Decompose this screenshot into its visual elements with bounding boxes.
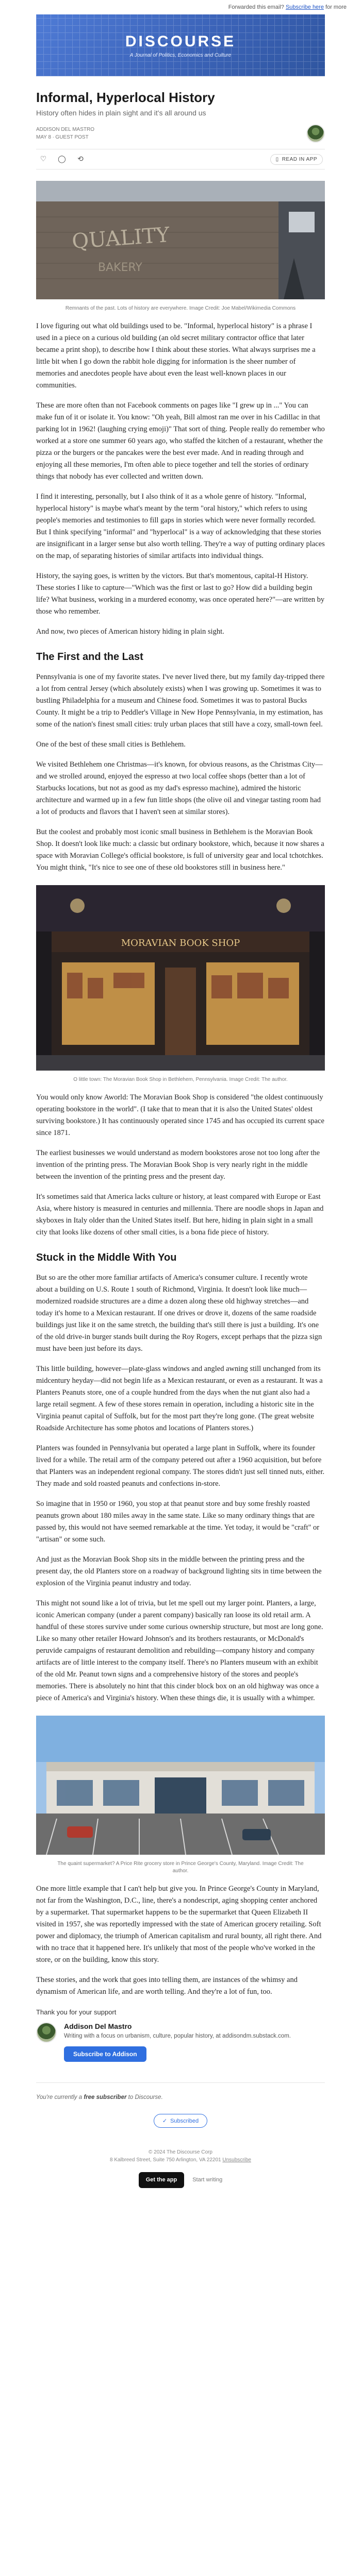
read-in-app-button[interactable]: ▯ READ IN APP <box>270 154 323 165</box>
paragraph: And now, two pieces of American history hiding in plain sight. <box>36 628 224 636</box>
figure-supermarket <box>36 1716 325 1875</box>
paragraph: The earliest businesses we would understand as modern bookstores arose not too long after the invention of the printing press. The Moravian Book Shop is very nearly right in the middle between the invention of the printing press and the present day. <box>36 1149 320 1181</box>
paragraph: You would only know Aworld: The Moravian Book Shop is considered "the oldest continuously operating bookstore in the world". (I take that to mean that it is also the United States' oldest surviving bookstore.) It has continuously operated since 1745 and has occupied its current space since 1871. <box>36 1093 324 1137</box>
heart-icon[interactable]: ♡ <box>40 155 47 163</box>
figure-caption: The quaint supermarket? A Price Rite grocery store in Prince George's County, Maryland. Image Credit: The author. <box>57 1861 304 1874</box>
subscribe-here-link[interactable]: Subscribe here <box>285 4 324 10</box>
svg-text:BAKERY: BAKERY <box>98 261 142 274</box>
author-card <box>36 2022 325 2062</box>
figure-quality-sign <box>36 181 325 312</box>
photo-book-shop[interactable] <box>36 885 325 1073</box>
publication-name: DISCOURSE <box>125 33 236 50</box>
paragraph: History, the saying goes, is written by the victors. But that's momentous, capital-H History. These stories I like to capture—"Which was the first or last to go? How did a building begin life? What business, working in a murdered economy, was once operated here?"—are written by those who remember. <box>36 572 325 616</box>
email-footer: © 2024 The Discourse Corp 8 Kalbreed Street, Suite 750 Arlington, VA 22201 Unsubscribe Get the app Start writing <box>36 2148 325 2188</box>
start-writing-link[interactable]: Start writing <box>192 2177 223 2183</box>
paragraph: Planters was founded in Pennsylvania but operated a large plant in Suffolk, where its founder lived for a while. The retail arm of the company petered out after a 1960 acquisition, but before that Planters was an independent regional company. The stores didn't just sell tinned nuts, either. They made and sold roasted peanuts and confections in-store. <box>36 1444 325 1488</box>
paragraph: This might not sound like a lot of trivia, but let me spell out my larger point. Planters, a large, iconic American company (under a parent company) basically ran loose its old retail arm. A handful of these stores survive under some curious ownership structure, but most are long gone. Like so many other retailer Howard Johnson's and its brothers restaurants, or McDonald's peruvide campaigns of restaurant demolition and rebuilding—company history and company artifacts are of little interest to the company itself. There's no Planters museum with an exhibit of the old Mr. Peanut town signs and a comprehensive history of the stores and people's memories. There is absolutely no hint that this cinder block box on an old highway was once a piece of America's and Virginia's history. When these things die, it is usually with a whimper. <box>36 1599 323 1702</box>
photo-old-sign[interactable] <box>36 181 325 302</box>
author-card-bio: Writing with a focus on urbanism, culture, popular history, at addisondm.substack.com. <box>64 2033 291 2039</box>
author-card-name[interactable]: Addison Del Mastro <box>64 2022 132 2030</box>
svg-text:MORAVIAN BOOK SHOP: MORAVIAN BOOK SHOP <box>121 938 240 948</box>
subscription-note: You're currently a free subscriber to Discourse. <box>36 2094 163 2100</box>
paragraph: Pennsylvania is one of my favorite states. I've never lived there, but my family day-tripped there a lot from central Jersey (which absolutely exists) when I was growing up. Sometimes it was to bustling Philadelphia for a museum and Chinese food. Sometimes it was to pastoral Bucks County. It might be a trip to Peddler's Village in New Hope Pennsylvania, in my estimation, has some of the nation's finest small cities: truly urban places that still have a cozy, small-town feel. <box>36 673 325 728</box>
author-card-avatar[interactable] <box>36 2022 57 2043</box>
article-title[interactable]: Informal, Hyperlocal History <box>36 90 215 105</box>
thanks-text: Thank you for your support <box>36 2008 117 2016</box>
paragraph: But the coolest and probably most iconic small business in Bethlehem is the Moravian Book Shop. It doesn't look like much: a classic but ordinary bookstore, which, because it now shares a space with Moravian College's official bookstore, is full of university gear and local tchotchkes. You might think, "It's nice to see one of these old bookstores still in business here." <box>36 828 324 872</box>
section-heading: Stuck in the Middle With You <box>36 1252 177 1263</box>
paragraph: This little building, however—plate-glass windows and angled awning still unchanged from its midcentury heyday—did not begin life as a Mexican restaurant, or even as a restaurant. It was a Planters Peanuts store, one of a couple hundred from the days when the nut giant also had a large retail segment. A few of these stores remain in operation, including a historic site in the Virginia peanut capital of Suffolk, but for the most part they're long gone. (The great website Roadside Architecture has some photos and locations of Planters stores.) <box>36 1365 323 1432</box>
byline: ADDISON DEL MASTRO MAY 8 ∙ GUEST POST <box>36 124 325 143</box>
forward-notice: Forwarded this email? Subscribe here for more <box>228 4 347 10</box>
restack-icon[interactable]: ⟲ <box>77 155 84 163</box>
paragraph: I find it interesting, personally, but I also think of it as a whole genre of history. "Informal, hyperlocal history" is maybe what's meant by the term "oral history," which refers to using people's memories and testimonies to fill gaps in stories which were never formally recorded. But I think specifying "informal" and "hyperlocal" is a way of acknowledging that these stories are insignificant in a larger sense but also worth telling. They're a way of putting ordinary places on the map, of separating histories of similar artifacts into individual things. <box>36 493 325 560</box>
comment-icon[interactable]: ◯ <box>58 155 66 163</box>
divider <box>36 2082 325 2083</box>
post-date: MAY 8 <box>36 134 52 140</box>
paragraph: These are more often than not Facebook comments on pages like "I grew up in ..." You can make fun of it or isolate it. You know: "Oh yeah, Bill almost ran me over in his Cadillac in that parking lot in 1962! (laughing crying emoji)" That sort of thing. People really do remember who worked at a store one summer 60 years ago, who staffed the kitchen of a restaurant, whether the pizza or the burgers or the pancakes were the best ever made. And in reading through and enjoying all these memories, I'm often able to piece together and tell the stories of ordinary things that nobody has ever collected and written down. <box>36 401 325 481</box>
paragraph: So imagine that in 1950 or 1960, you stop at that peanut store and buy some freshly roasted peanuts grown about 180 miles away in the same state. Like so many ordinary things that are passed by, this would not have seemed remarkable at the time. Yet today, it would be "craft" or "artisan" or some such. <box>36 1500 320 1544</box>
paragraph: And just as the Moravian Book Shop sits in the middle between the printing press and the present day, the old Planters store on a roadway of background lighting sits in time between the explosion of the Virginia peanut industry and today. <box>36 1555 322 1587</box>
unsubscribe-link[interactable]: Unsubscribe <box>222 2157 251 2163</box>
article-subtitle: History often hides in plain sight and it's all around us <box>36 109 206 117</box>
author-avatar[interactable] <box>306 124 325 143</box>
figure-caption: Remnants of the past. Lots of history are everywhere. Image Credit: Joe Mabel/Wikimedia Commons <box>65 306 296 311</box>
photo-supermarket[interactable] <box>36 1716 325 1857</box>
paragraph: These stories, and the work that goes into telling them, are instances of the whimsy and dynamism of American life, and are worth telling. And they're a lot of fun, too. <box>36 1976 298 1996</box>
paragraph: One of the best of these small cities is Bethlehem. <box>36 740 186 749</box>
paragraph: We visited Bethlehem one Christmas—it's known, for obvious reasons, as the Christmas City—and we strolled around, enjoyed the espresso at two local coffee shops (better than a lot of Starbucks locations, but not as good as my dad's espresso machine), admired the historic architecture and warmed up in a few fun little shops (the olive oil and vinegar tasting room had a lot of products and flavors that I haven't seen at similar stores). <box>36 760 323 816</box>
paragraph: One more little example that I can't help but give you. In Prince George's County in Maryland, not far from the Washington, D.C., line, there's a nondescript, aging shopping center anchored by a supermarket. That supermarket happens to be the supermarket that Queen Elizabeth II visited in 1957, she was reportedly impressed with the state of American grocery retailing. Soft power and diplomacy, the triumph of American capitalism and rural bounty, all right there. And with no trace that it happened here. It's unlikely that most of the people who've worked in the store, or on the building, know this story. <box>36 1885 322 1964</box>
section-heading: The First and the Last <box>36 651 143 663</box>
figure-moravian-book-shop <box>36 885 325 1083</box>
get-the-app-button[interactable]: Get the app <box>139 2172 185 2188</box>
publication-banner[interactable] <box>36 14 325 76</box>
paragraph: It's sometimes said that America lacks culture or history, at least compared with Europe or East Asia, where history is measured in centuries and millennia. There are noodle shops in Japan and skyboxes in Italy older than the United States itself. But here, hiding in plain sight in a small city that looks like dozens of other small cities, is a bona fide piece of history. <box>36 1193 324 1236</box>
paragraph: I love figuring out what old buildings used to be. "Informal, hyperlocal history" is a phrase I used in a piece on a curious old building (an old secret military contractor office that later became a print shop), to describe how I think about these stories. What always surprises me a little bit when I go down the rabbit hole digging for information is the sheer number of memories and anecdotes people have about even the least well-known places in our communities. <box>36 322 316 389</box>
figure-caption: O little town: The Moravian Book Shop in Bethlehem, Pennsylvania. Image Credit: The author. <box>73 1077 288 1082</box>
subscribe-to-author-button[interactable]: Subscribe to Addison <box>64 2046 146 2062</box>
phone-icon: ▯ <box>275 156 279 162</box>
check-icon: ✓ <box>162 2118 168 2124</box>
paragraph: But so are the other more familiar artifacts of America's consumer culture. I recently wrote about a building on U.S. Route 1 south of Richmond, Virginia. It doesn't look like much—modernized roadside structures are a dime a dozen along these old highway stretches—and today it's home to a Mexican restaurant. If one drives or drove it, dozens of the same roadside buildings just like it on the same stretch, the building that's still there is just a building. It's one of the old drive-in burger stands built during the Roy Rogers, except perhaps that the pizza sign must have been just before its days. <box>36 1274 322 1353</box>
svg-text:QUALITY: QUALITY <box>71 223 171 254</box>
publication-tagline: A Journal of Politics, Economics and Culture <box>129 53 232 58</box>
action-bar <box>36 149 325 170</box>
author-name[interactable]: ADDISON DEL MASTRO <box>36 127 94 132</box>
subscribed-button[interactable]: ✓ Subscribed <box>154 2114 207 2128</box>
